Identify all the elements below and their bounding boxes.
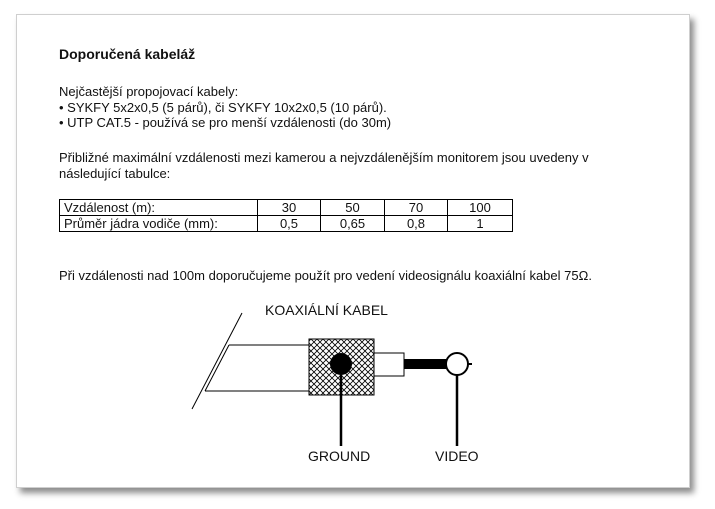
center-conductor xyxy=(404,359,446,369)
ground-label: GROUND xyxy=(308,448,371,464)
video-terminal xyxy=(446,353,468,375)
intro-line: Nejčastější propojovací kabely: xyxy=(59,84,239,99)
cable-break-line xyxy=(192,313,242,409)
table-cell: 1 xyxy=(448,216,513,232)
table-cell: 30 xyxy=(258,200,321,216)
video-label: VIDEO xyxy=(435,448,479,464)
bullet-utp: • UTP CAT.5 - používá se pro menší vzdálenosti (do 30m) xyxy=(59,115,392,130)
table-cell: 0,5 xyxy=(258,216,321,232)
table-cell: 70 xyxy=(385,200,448,216)
section-heading: Doporučená kabeláž xyxy=(59,46,196,62)
diagram-title: KOAXIÁLNÍ KABEL xyxy=(265,302,388,318)
distance-paragraph: Přibližné maximální vzdálenosti mezi kamerou a nejvzdálenějším monitorem jsou uvedeny v následující tabulce: xyxy=(59,150,589,181)
bullet-sykfy: • SYKFY 5x2x0,5 (5 párů), či SYKFY 10x2x0,5 (10 párů). xyxy=(59,99,387,115)
table-cell: 0,65 xyxy=(321,216,385,232)
cable-break-line xyxy=(205,345,229,391)
row-label: Vzdálenost (m): xyxy=(60,200,258,216)
ground-conductor xyxy=(330,353,352,375)
table-cell: 50 xyxy=(321,200,385,216)
table-cell: 0,8 xyxy=(385,216,448,232)
table-cell: 100 xyxy=(448,200,513,216)
dielectric xyxy=(374,353,404,376)
row-label: Průměr jádra vodiče (mm): xyxy=(60,216,258,232)
coax-note: Při vzdálenosti nad 100m doporučujeme použít pro vedení videosignálu koaxiální kabel 75Ω. xyxy=(59,268,592,283)
coax-cable-diagram xyxy=(17,15,689,487)
document-page xyxy=(16,14,690,488)
